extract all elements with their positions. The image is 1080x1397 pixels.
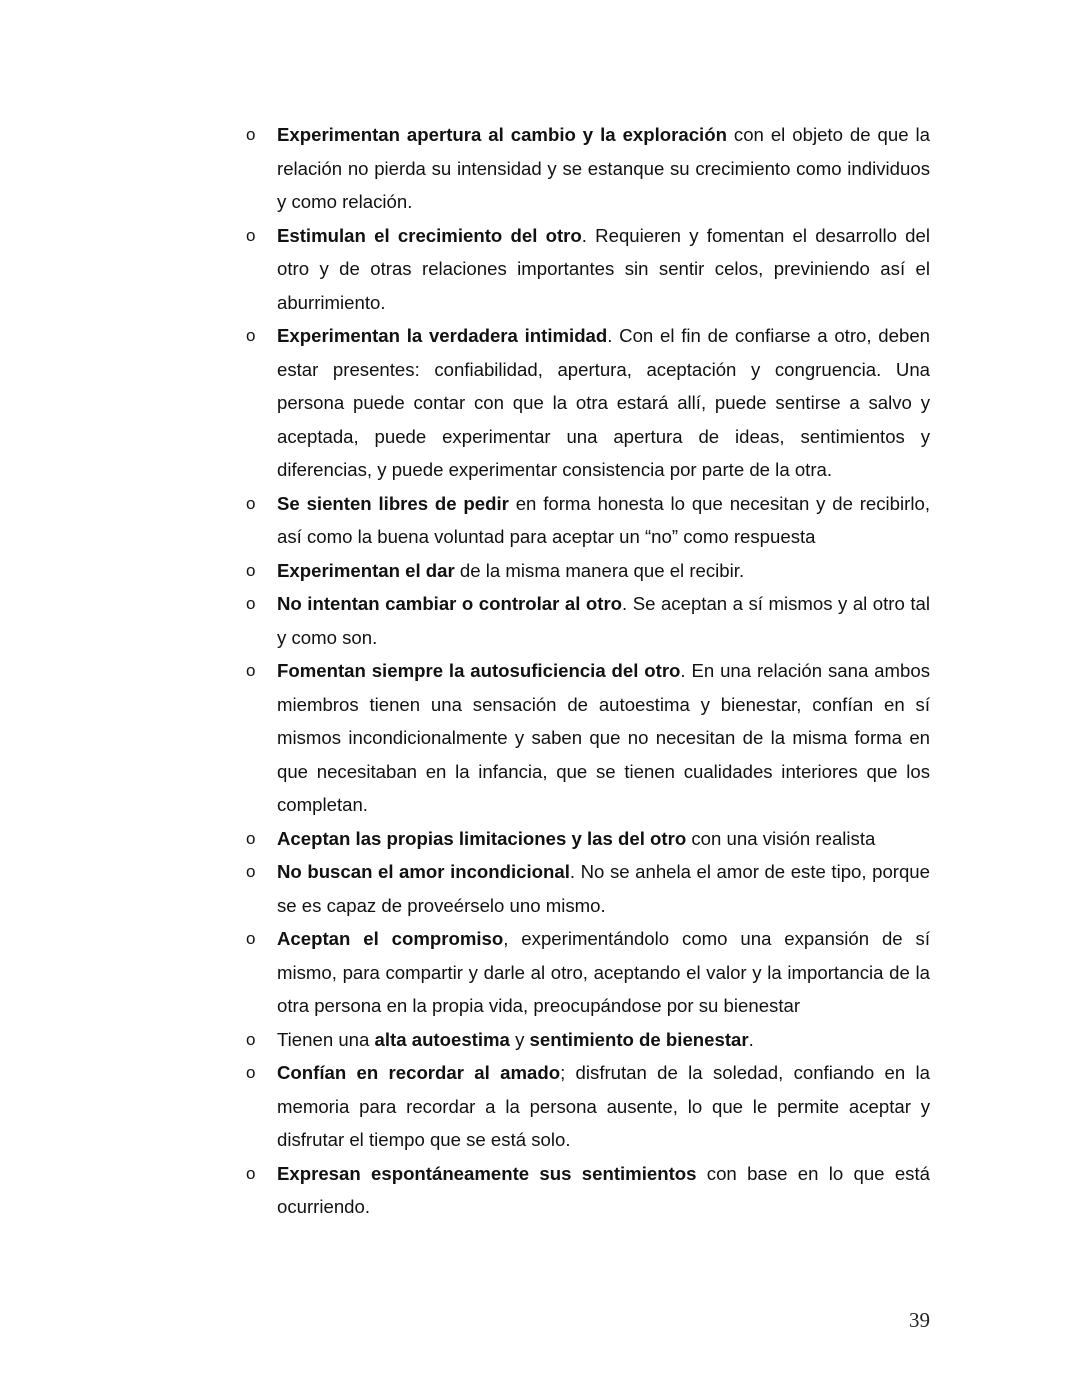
list-item-text (277, 493, 930, 548)
list-item (240, 219, 930, 320)
list-item-text (277, 560, 744, 581)
bullet-marker: o (246, 493, 256, 513)
bold-phrase: Experimentan apertura al cambio y la exploración (277, 124, 727, 145)
list-item (240, 855, 930, 922)
text-segment: . Con el fin de confiarse a otro, deben estar presentes: confiabilidad, apertura, aceptación y congruencia. Una persona puede contar con que la otra estará allí, puede sentirse a salvo y aceptada, puede experimentar una apertura de ideas, sentimientos y diferencias, y puede experimentar consistencia por parte de la otra. (277, 325, 931, 480)
list-item-text (277, 1062, 930, 1150)
bold-phrase: sentimiento de bienestar (529, 1028, 749, 1050)
text-segment: Tienen una (277, 1028, 375, 1050)
bold-phrase: Confían en recordar al amado (277, 1062, 561, 1083)
text-segment: con el objeto de que la relación no pierda su intensidad y se estanque su crecimiento como individuos y como relación. (277, 124, 930, 212)
list-item-text (277, 1163, 930, 1218)
bullet-marker: o (246, 225, 256, 245)
bullet-marker: o (246, 560, 256, 580)
bullet-marker: o (246, 929, 256, 948)
bold-phrase: Expresan espontáneamente sus sentimientos (277, 1162, 697, 1184)
bullet-marker: o (246, 1029, 256, 1049)
bold-phrase: alta autoestima (374, 1028, 510, 1050)
list-item (240, 922, 930, 1023)
text-segment: . Se aceptan a sí mismos y al otro tal y como son. (277, 593, 930, 648)
list-item-text (277, 325, 930, 480)
list-item (240, 487, 930, 554)
list-item-text (277, 593, 930, 648)
text-segment: , experimentándolo como una expansión de sí mismo, para compartir y darle al otro, aceptando el valor y la importancia de la otra persona en la propia vida, preocupándose por su bienestar (277, 928, 931, 1016)
bullet-marker: o (246, 594, 256, 613)
bullet-marker: o (246, 661, 256, 680)
list-item (240, 654, 930, 822)
bold-phrase: Fomentan siempre la autosuficiencia del otro (277, 660, 681, 681)
list-item-text (277, 861, 930, 916)
list-item-text (277, 1029, 754, 1050)
text-segment: y (509, 1028, 530, 1050)
text-segment: con base en lo que está ocurriendo. (277, 1162, 930, 1217)
list-item (240, 319, 930, 487)
text-segment: . En una relación sana ambos miembros tienen una sensación de autoestima y bienestar, confían en sí mismos incondicionalmente y saben que no necesitan de la misma forma en que necesitaban en la infancia, que se tienen cualidades interiores que los completan. (277, 660, 930, 815)
list-item (240, 1056, 930, 1157)
bold-phrase: Estimulan el crecimiento del otro (277, 224, 582, 246)
bold-phrase: Experimentan la verdadera intimidad (277, 325, 608, 346)
bullet-marker: o (246, 828, 256, 848)
page-number: 39 (909, 1308, 930, 1332)
bold-phrase: Se sienten libres de pedir (277, 492, 509, 514)
text-segment: . Requieren y fomentan el desarrollo del otro y de otras relaciones importantes sin sentir celos, previniendo así el aburrimiento. (277, 224, 930, 313)
bold-phrase: Experimentan el dar (277, 559, 455, 581)
list-item-text (277, 828, 875, 849)
text-segment: con una visión realista (686, 827, 876, 849)
list-item (240, 1157, 930, 1224)
bold-phrase: Aceptan las propias limitaciones y las del otro (277, 827, 687, 849)
list-item-text (277, 225, 930, 313)
list-item-text (277, 928, 930, 1016)
text-segment: ; disfrutan de la soledad, confiando en la memoria para recordar a la persona ausente, lo que le permite aceptar y disfrutar el tiempo que se está solo. (277, 1062, 931, 1150)
list-item (240, 118, 930, 219)
list-item-text (277, 660, 930, 815)
bullet-marker: o (246, 1163, 256, 1183)
bullet-list (240, 118, 930, 1224)
list-item (240, 1023, 930, 1057)
bold-phrase: No buscan el amor incondicional (277, 861, 570, 882)
list-item (240, 554, 930, 588)
text-segment: . (748, 1028, 754, 1050)
bullet-marker: o (246, 326, 256, 345)
text-segment: . No se anhela el amor de este tipo, porque se es capaz de proveérselo uno mismo. (277, 861, 930, 916)
list-item-text (277, 124, 930, 212)
bullet-marker: o (246, 862, 256, 881)
bold-phrase: No intentan cambiar o controlar al otro (277, 593, 623, 614)
list-item (240, 822, 930, 856)
bullet-marker: o (246, 125, 256, 144)
text-segment: de la misma manera que el recibir. (454, 559, 745, 581)
bullet-marker: o (246, 1063, 256, 1082)
bold-phrase: Aceptan el compromiso (277, 928, 504, 949)
text-segment: en forma honesta lo que necesitan y de recibirlo, así como la buena voluntad para aceptar un “no” como respuesta (277, 492, 930, 547)
list-item (240, 587, 930, 654)
